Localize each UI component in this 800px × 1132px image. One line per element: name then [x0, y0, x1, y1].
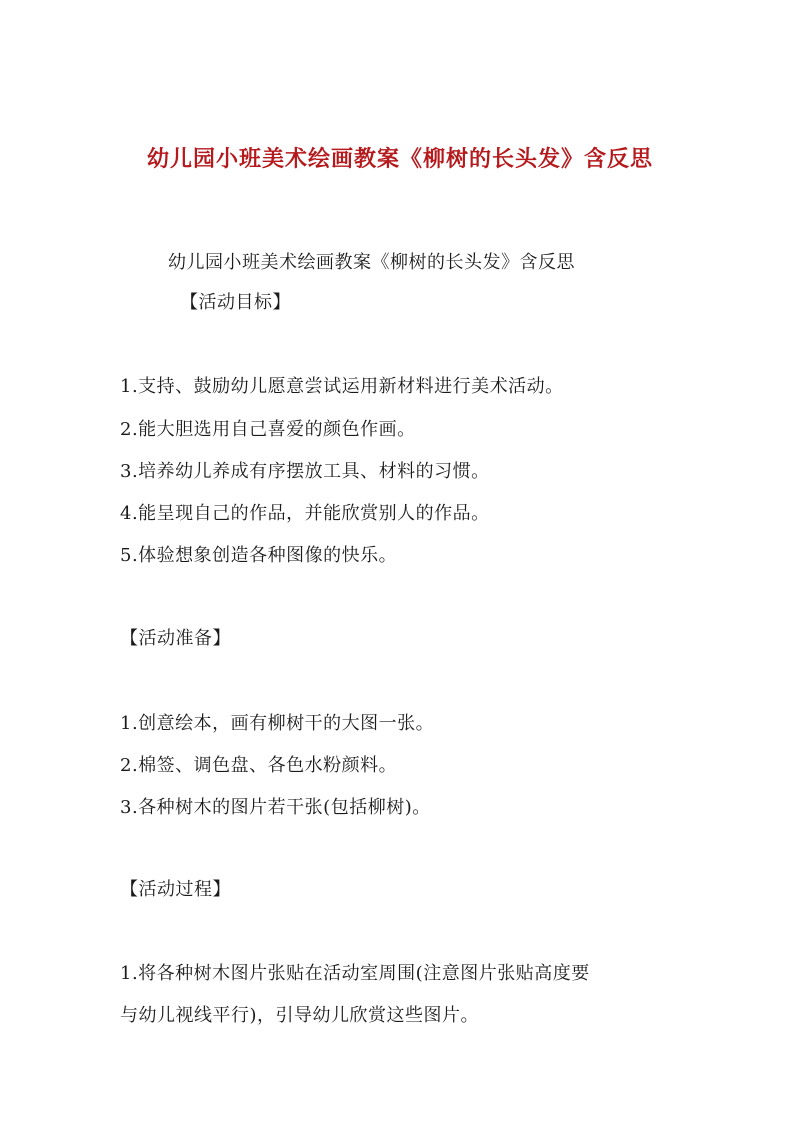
section-heading-preparation: 【活动准备】 — [120, 628, 231, 649]
list-item: 2.能大胆选用自己喜爱的颜色作画。 — [120, 419, 416, 440]
list-item: 1.创意绘本，画有柳树干的大图一张。 — [120, 713, 435, 734]
list-item: 3.培养幼儿养成有序摆放工具、材料的习惯。 — [120, 461, 490, 482]
list-item: 1.将各种树木图片张贴在活动室周围(注意图片张贴高度要 — [120, 963, 590, 984]
list-item: 4.能呈现自己的作品，并能欣赏别人的作品。 — [120, 503, 490, 524]
section-heading-process: 【活动过程】 — [120, 879, 231, 900]
list-item: 3.各种树木的图片若干张(包括柳树)。 — [120, 797, 431, 818]
list-item: 与幼儿视线平行)，引导幼儿欣赏这些图片。 — [120, 1005, 480, 1026]
list-item: 1.支持、鼓励幼儿愿意尝试运用新材料进行美术活动。 — [120, 376, 564, 397]
document-subtitle: 幼儿园小班美术绘画教案《柳树的长头发》含反思 — [168, 252, 575, 273]
list-item: 5.体验想象创造各种图像的快乐。 — [120, 545, 398, 566]
document-title: 幼儿园小班美术绘画教案《柳树的长头发》含反思 — [146, 146, 653, 172]
section-heading-goals: 【活动目标】 — [180, 292, 291, 313]
list-item: 2.棉签、调色盘、各色水粉颜料。 — [120, 755, 398, 776]
